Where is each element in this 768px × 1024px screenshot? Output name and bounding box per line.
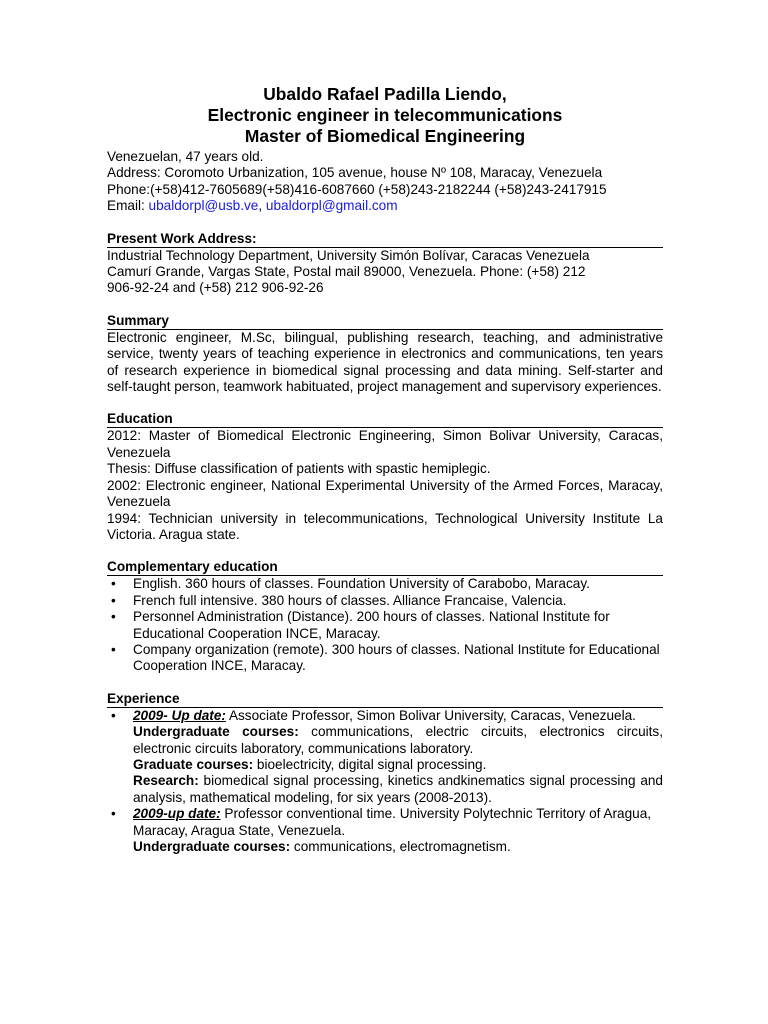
experience-date: 2009-up date: [133,806,221,822]
undergrad-text: communications, electric circuits, electronics circuits, electronic circuits laboratory, communications laboratory. [133,724,663,756]
work-address-line: Camurí Grande, Vargas State, Postal mail 89000, Venezuela. Phone: (+58) 212 [107,264,586,280]
email-link-gmail[interactable]: ubaldorpl@gmail.com [265,198,398,214]
bullet-icon: • [111,806,116,822]
email-label: Email: [107,198,149,214]
list-item [107,708,663,806]
experience-research [133,773,663,806]
experience-role-text: Associate Professor, Simon Bolivar University, Caracas, Venezuela. [225,707,636,723]
undergrad-label: Undergraduate courses: [133,839,291,854]
undergrad-label: Undergraduate courses: [133,724,299,740]
candidate-title: Electronic engineer in telecommunications [207,105,563,125]
education-entry: 2012: Master of Biomedical Electronic Engineering, Simon Bolivar University, Caracas, Venezuela [107,428,663,460]
home-address: Address: Coromoto Urbanization, 105 avenue, house Nº 108, Maracay, Venezuela [107,165,603,181]
work-address-line: Industrial Technology Department, University Simón Bolívar, Caracas Venezuela [107,247,590,263]
complementary-list [107,576,663,674]
phone-numbers: Phone:(+58)412-7605689(+58)416-6087660 (+58)243-2182244 (+58)243-2417915 [107,181,607,197]
candidate-degree: Master of Biomedical Engineering [244,126,526,146]
list-item [107,642,663,675]
experience-role [133,708,663,724]
complementary-item-text: Personnel Administration (Distance). 200 hours of classes. National Institute for Educational Cooperation INCE, Maracay. [133,609,610,641]
resume-header [107,84,663,147]
experience-role-text: Professor conventional time. University Polytechnic Territory of Aragua, Maracay, Aragua State, Venezuela. [133,806,652,838]
research-text: biomedical signal processing, kinetics andkinematics signal processing and analysis, mathematical modeling, for six years (2008-2013). [133,773,663,805]
experience-graduate [133,757,663,773]
experience-list [107,708,663,856]
list-item [107,806,663,855]
bullet-icon: • [111,641,116,657]
graduate-label: Graduate courses: [133,756,254,772]
email-link-usb[interactable]: ubaldorpl@usb.ve [148,198,259,214]
summary-heading: Summary [107,312,663,330]
complementary-heading: Complementary education [107,558,663,576]
bullet-icon: • [111,609,116,625]
summary-text: Electronic engineer, M.Sc, bilingual, publishing research, teaching, and administrative service, twenty years of teaching experience in electronics and communications, ten years of research experience in biomedical signal processing and data mining. Self-starter and self-taught person, teamwork habituated, project management and supervisory experiences. [107,329,663,395]
research-label: Research: [133,773,199,789]
nationality-age: Venezuelan, 47 years old. [107,149,264,164]
experience-date: 2009- Up date: [133,707,226,723]
personal-info [107,149,663,215]
education-entry: 2002: Electronic engineer, National Experimental University of the Armed Forces, Maracay, Venezuela [107,477,663,510]
email-line [107,198,663,214]
candidate-name: Ubaldo Rafael Padilla Liendo, [263,84,507,104]
resume-content [107,84,663,855]
education-thesis: Thesis: Diffuse classification of patients with spastic hemiplegic. [107,461,491,477]
work-address-line: 906-92-24 and (+58) 212 906-92-26 [107,280,324,296]
undergrad-text: communications, electromagnetism. [290,839,511,854]
education-heading: Education [107,410,663,428]
complementary-item-text: English. 360 hours of classes. Foundation University of Carabobo, Maracay. [133,576,590,592]
bullet-icon: • [111,592,116,608]
complementary-item-text: French full intensive. 380 hours of classes. Alliance Francaise, Valencia. [133,592,567,608]
experience-heading: Experience [107,690,663,708]
bullet-icon: • [111,707,116,723]
experience-undergrad [133,839,663,855]
graduate-text: bioelectricity, digital signal processing. [253,756,487,772]
education-entry: 1994: Technician university in telecommunications, Technological University Institute La Victoria. Aragua state. [107,510,663,542]
experience-role [133,806,663,839]
education-body [107,428,663,543]
list-item [107,576,663,592]
bullet-icon: • [111,576,116,592]
list-item [107,609,663,642]
list-item [107,593,663,609]
work-address-heading: Present Work Address: [107,230,663,248]
experience-undergrad [133,724,663,757]
work-address-body [107,248,663,297]
complementary-item-text: Company organization (remote). 300 hours of classes. National Institute for Educational Cooperation INCE, Maracay. [133,641,660,674]
email-separator: , [258,198,266,214]
